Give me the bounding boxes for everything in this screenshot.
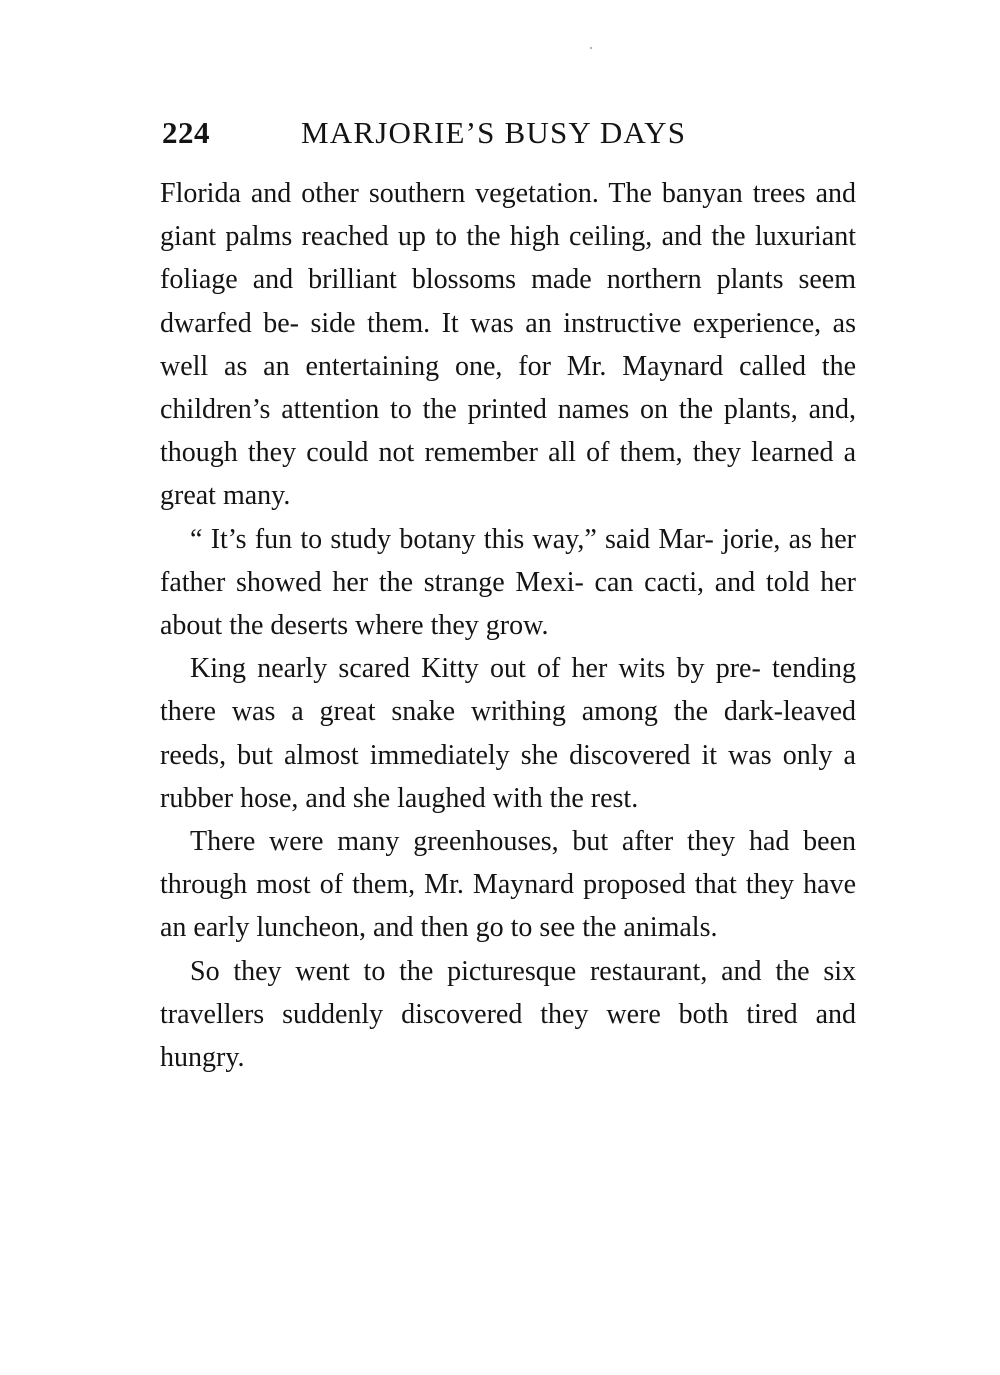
paragraph: King nearly scared Kitty out of her wits by pre- tending there was a great snake writhing among the dark-leaved reeds, but almost immediately she discovered it was only a rubber hose, and she laughed with the rest. [160, 653, 856, 814]
page-number: 224 [162, 115, 210, 150]
paragraph: Florida and other southern vegetation. The banyan trees and giant palms reached up to the high ceiling, and the luxuriant foliage and brilliant blossoms made northern plants seem dwarfed be- side them. It was an instructive experience, as well as an entertaining one, for Mr. Maynard called the children’s attention to the printed names on the plants, and, though they could not remember all of them, they learned a great many. [160, 178, 856, 512]
paragraph: So they went to the picturesque restaurant, and the six travellers suddenly discovered they were both tired and hungry. [160, 955, 856, 1074]
paragraph: “ It’s fun to study botany this way,” said Mar- jorie, as her father showed her the strange Mexi- can cacti, and told her about the deserts where they grow. [160, 523, 856, 642]
running-head: MARJORIE’S BUSY DAYS [301, 115, 687, 150]
paragraph: There were many greenhouses, but after they had been through most of them, Mr. Maynard proposed that they have an early luncheon, and then go to see the animals. [160, 826, 856, 944]
print-speck [590, 47, 592, 49]
page-header [162, 113, 862, 153]
page-text [160, 172, 856, 1079]
